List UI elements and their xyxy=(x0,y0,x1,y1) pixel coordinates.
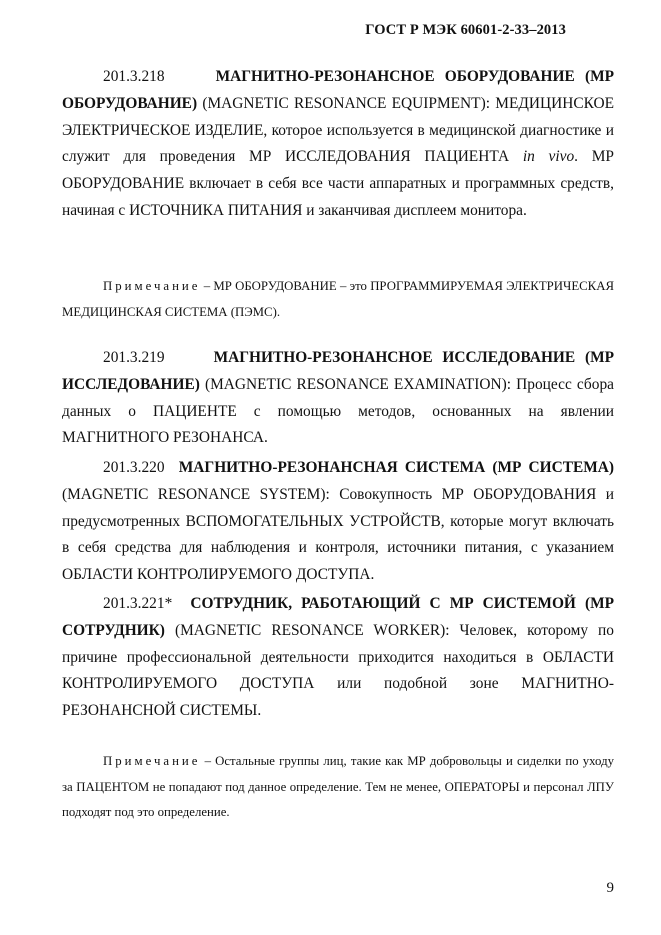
page-number: 9 xyxy=(606,880,614,896)
document-header: ГОСТ Р МЭК 60601-2-33–2013 xyxy=(365,22,566,38)
term-definition: Человек, которому по причине профессиональной деятельности приходится находиться в ОБЛАСТИ КОНТРОЛИРУЕМОГО ДОСТУПА или подобной зоне МАГНИТНО-РЕЗОНАНСНОЙ СИСТЕМЫ. xyxy=(62,621,614,720)
term-english: (MAGNETIC RESONANCE SYSTEM): xyxy=(62,485,330,503)
note-dash: – xyxy=(203,279,211,293)
term-english: (MAGNETIC RESONANCE WORKER): xyxy=(174,621,450,639)
term-paragraph xyxy=(62,64,614,225)
term-number: 201.3.220 xyxy=(103,459,165,476)
term-definition: Совокупность МР ОБОРУДОВАНИЯ и предусмотренных ВСПОМОГАТЕЛЬНЫХ УСТРОЙСТВ, которые могут включать в себя средства для наблюдения и контроля, источники питания, с указанием ОБЛАСТИ КОНТРОЛИРУЕМОГО ДОСТУПА. xyxy=(62,485,614,584)
note-paragraph xyxy=(62,274,614,325)
term-paragraph xyxy=(62,591,614,725)
term-title: СОТРУДНИК, РАБОТАЮЩИЙ С МР СИСТЕМОЙ (МР СОТРУДНИК) xyxy=(62,595,614,639)
note-text: МР ОБОРУДОВАНИЕ – это ПРОГРАММИРУЕМАЯ ЭЛЕКТРИЧЕСКАЯ МЕДИЦИНСКАЯ СИСТЕМА (ПЭМС). xyxy=(62,279,614,319)
note-label: Примечание xyxy=(103,754,201,768)
term-201-3-218 xyxy=(62,64,614,225)
term-definition-italic: in vivo xyxy=(522,148,575,166)
term-definition: Процесс сбора данных о ПАЦИЕНТЕ с помощью методов, основанных на явлении МАГНИТНОГО РЕЗОНАНСА. xyxy=(62,375,614,447)
term-201-3-219 xyxy=(62,345,614,452)
term-paragraph xyxy=(62,345,614,452)
term-paragraph xyxy=(62,455,614,589)
note-text: Остальные группы лиц, такие как МР добровольцы и сиделки по уходу за ПАЦЕНТОМ не попадают под данное определение. Тем не менее, ОПЕРАТОРЫ и персонал ЛПУ подходят под это определение. xyxy=(62,754,614,819)
term-number: 201.3.219 xyxy=(103,349,165,366)
note-2 xyxy=(62,749,614,826)
term-title: МАГНИТНО-РЕЗОНАНСНАЯ СИСТЕМА (МР СИСТЕМА) xyxy=(178,459,615,476)
note-paragraph xyxy=(62,749,614,826)
note-1 xyxy=(62,274,614,325)
note-dash: – xyxy=(204,754,211,768)
term-title: МАГНИТНО-РЕЗОНАНСНОЕ ОБОРУДОВАНИЕ (МР ОБОРУДОВАНИЕ) xyxy=(62,68,614,112)
note-label: Примечание xyxy=(103,279,201,293)
term-201-3-220 xyxy=(62,455,614,589)
term-english: (MAGNETIC RESONANCE EXAMINATION): xyxy=(204,375,512,393)
term-number: 201.3.221* xyxy=(103,595,173,612)
term-english: (MAGNETIC RESONANCE EQUIPMENT): xyxy=(202,94,490,112)
term-definition: МЕДИЦИНСКОЕ ЭЛЕКТРИЧЕСКОЕ ИЗДЕЛИЕ, которое используется в медицинской диагностике и служит для проведения МР ИССЛЕДОВАНИЯ ПАЦИЕНТА xyxy=(62,94,614,166)
term-definition-end: . МР ОБОРУДОВАНИЕ включает в себя все части аппаратных и программных средств, начиная с ИСТОЧНИКА ПИТАНИЯ и заканчивая дисплеем монитора. xyxy=(62,148,614,219)
term-number: 201.3.218 xyxy=(103,68,165,85)
term-title: МАГНИТНО-РЕЗОНАНСНОЕ ИССЛЕДОВАНИЕ (МР ИССЛЕДОВАНИЕ) xyxy=(62,349,614,393)
term-201-3-221 xyxy=(62,591,614,725)
